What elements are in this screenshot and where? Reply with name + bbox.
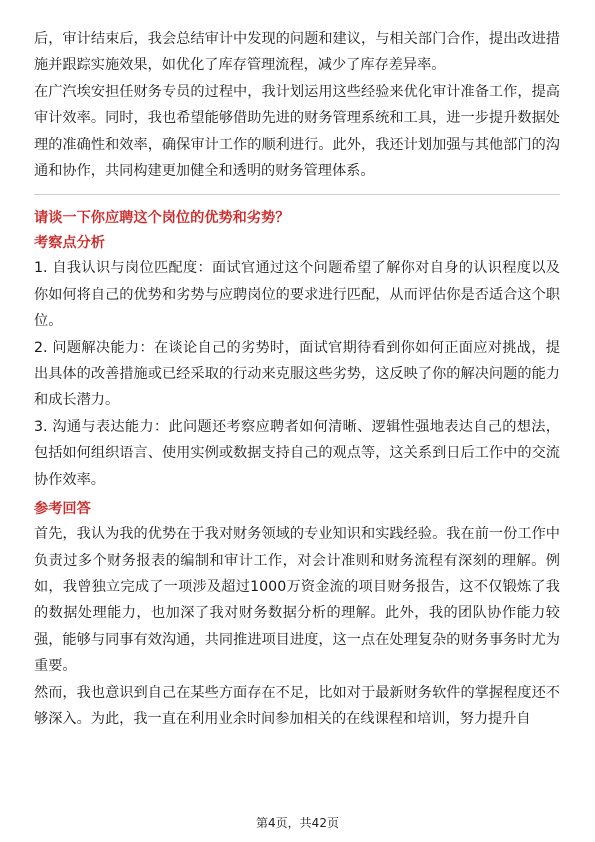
intro-paragraph-1: 后，审计结束后，我会总结审计中发现的问题和建议，与相关部门合作，提出改进措施并跟踪实施效果，如优化了库存管理流程，减少了库存差异率。 bbox=[34, 31, 560, 74]
analysis-heading: 考察点分析 bbox=[34, 235, 105, 252]
page-number-footer: 第4页，共42页 bbox=[256, 816, 339, 830]
analysis-item-2: 2. 问题解决能力：在谈论自己的劣势时，面试官期待看到你如何正面应对挑战，提出具体的改善措施或已经采取的行动来克服这些劣势，这反映了你的解决问题的能力和成长潜力。 bbox=[34, 339, 560, 409]
intro-paragraph-2: 在广汽埃安担任财务专员的过程中，我计划运用这些经验来优化审计准备工作，提高审计效率。同时，我也希望能够借助先进的财务管理系统和工具，进一步提升数据处理的准确性和效率，确保审计工作的顺利进行。此外，我还计划加强与其他部门的沟通和协作，共同构建更加健全和透明的财务管理体系。 bbox=[34, 83, 560, 180]
analysis-item-3: 3. 沟通与表达能力：此问题还考察应聘者如何清晰、逻辑性强地表达自己的想法，包括如何组织语言、使用实例或数据支持自己的观点等，这关系到日后工作中的交流协作效率。 bbox=[34, 418, 560, 488]
answer-paragraph-2: 然而，我也意识到自己在某些方面存在不足，比如对于最新财务软件的掌握程度还不够深入。为此，我一直在利用业余时间参加相关的在线课程和培训，努力提升自 bbox=[34, 684, 560, 727]
question-title: 请谈一下你应聘这个岗位的优势和劣势？ bbox=[34, 210, 290, 227]
document-page bbox=[34, 26, 560, 732]
analysis-item-1: 1. 自我认识与岗位匹配度：面试官通过这个问题希望了解你对自身的认识程度以及你如何将自己的优势和劣势与应聘岗位的要求进行匹配，从而评估你是否适合这个职位。 bbox=[34, 260, 560, 330]
answer-paragraph-1: 首先，我认为我的优势在于我对财务领域的专业知识和实践经验。我在前一份工作中负责过多个财务报表的编制和审计工作，对会计准则和财务流程有深刻的理解。例如，我曾独立完成了一项涉及超过1000万资金流的项目财务报告，这不仅锻炼了我的数据处理能力，也加深了我对财务数据分析的理解。此外，我的团队协作能力较强，能够与同事有效沟通，共同推进项目进度，这一点在处理复杂的财务事务时尤为重要。 bbox=[34, 526, 560, 675]
answer-heading: 参考回答 bbox=[34, 501, 91, 518]
section-divider bbox=[34, 194, 560, 195]
